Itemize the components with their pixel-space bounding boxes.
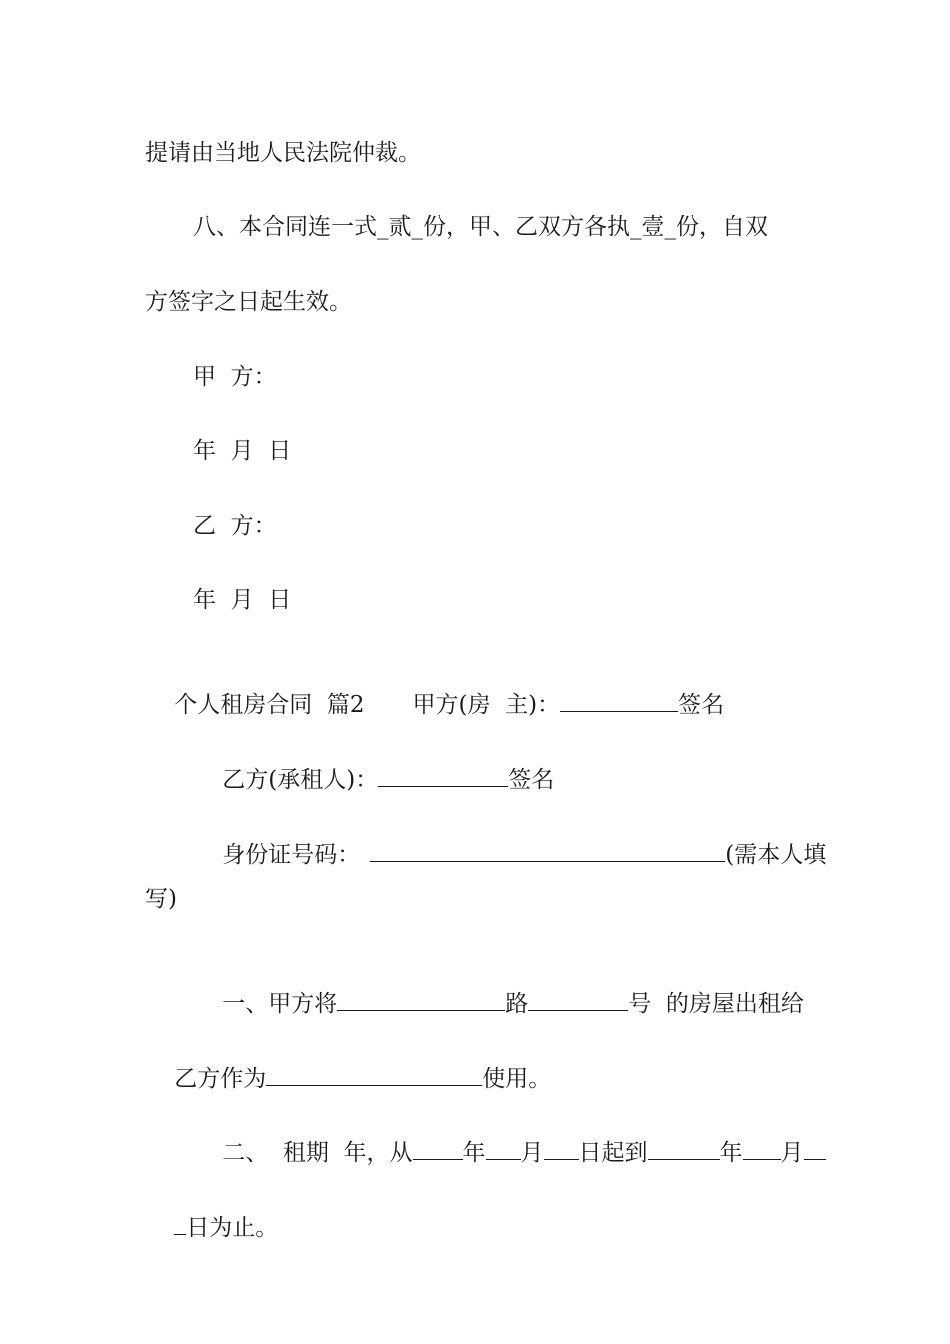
party-b-label: 乙 方： [193, 513, 277, 539]
start-month-blank [486, 1141, 521, 1160]
usage-label: 乙方作为 [174, 1066, 267, 1092]
paragraph-clause-eight-cont: 方签字之日起生效。 [145, 289, 352, 315]
start-day-blank [544, 1141, 579, 1160]
clause-one-text: 一、甲方将 [222, 991, 338, 1017]
start-day-label: 日起到 [578, 1140, 648, 1166]
party-b-date: 年 月 日 [193, 587, 292, 613]
clause-one-text-end: 号 的房屋出租给 [628, 991, 804, 1017]
party-a-date: 年 月 日 [193, 438, 292, 464]
id-number-note: (需本人填 [725, 842, 827, 868]
paragraph-clause-eight: 八、本合同连一式_贰_份，甲、乙双方各执_壹_份，自双 [193, 214, 768, 240]
landlord-sign-label: 签名 [678, 692, 725, 718]
tenant-sign-label: 签名 [508, 767, 555, 793]
end-day-blank [804, 1141, 826, 1160]
end-month-label: 月 [780, 1140, 804, 1166]
tenant-label: 乙方(承租人)： [222, 767, 379, 793]
start-month-label: 月 [520, 1140, 544, 1166]
end-year-blank [648, 1141, 720, 1160]
party-a-label: 甲 方： [193, 364, 277, 390]
tenant-signature-blank [378, 768, 508, 787]
usage-blank [266, 1067, 482, 1086]
end-day-blank-cont [174, 1216, 186, 1235]
landlord-label: 甲方(房 主)： [412, 692, 561, 718]
house-number-blank [528, 992, 628, 1011]
id-number-line [193, 810, 826, 900]
end-month-blank [743, 1141, 781, 1160]
id-number-label: 身份证号码： [222, 842, 361, 868]
clause-two-line-cont [145, 1183, 278, 1273]
id-number-note-cont: 写) [145, 886, 177, 912]
end-year-label: 年 [719, 1140, 743, 1166]
start-year-label: 年 [462, 1140, 486, 1166]
start-year-blank [413, 1141, 463, 1160]
lease-term-text: 二、 租期 年，从 [222, 1140, 413, 1166]
id-number-blank [370, 843, 725, 862]
clause-two-line [193, 1108, 826, 1198]
road-blank [337, 992, 505, 1011]
landlord-signature-blank [560, 693, 678, 712]
paragraph-arbitration: 提请由当地人民法院仲裁。 [145, 140, 421, 166]
end-text: 日为止。 [186, 1215, 279, 1241]
section-title: 个人租房合同 篇2 [174, 692, 365, 718]
usage-text-end: 使用。 [482, 1066, 552, 1092]
road-label: 路 [505, 991, 529, 1017]
